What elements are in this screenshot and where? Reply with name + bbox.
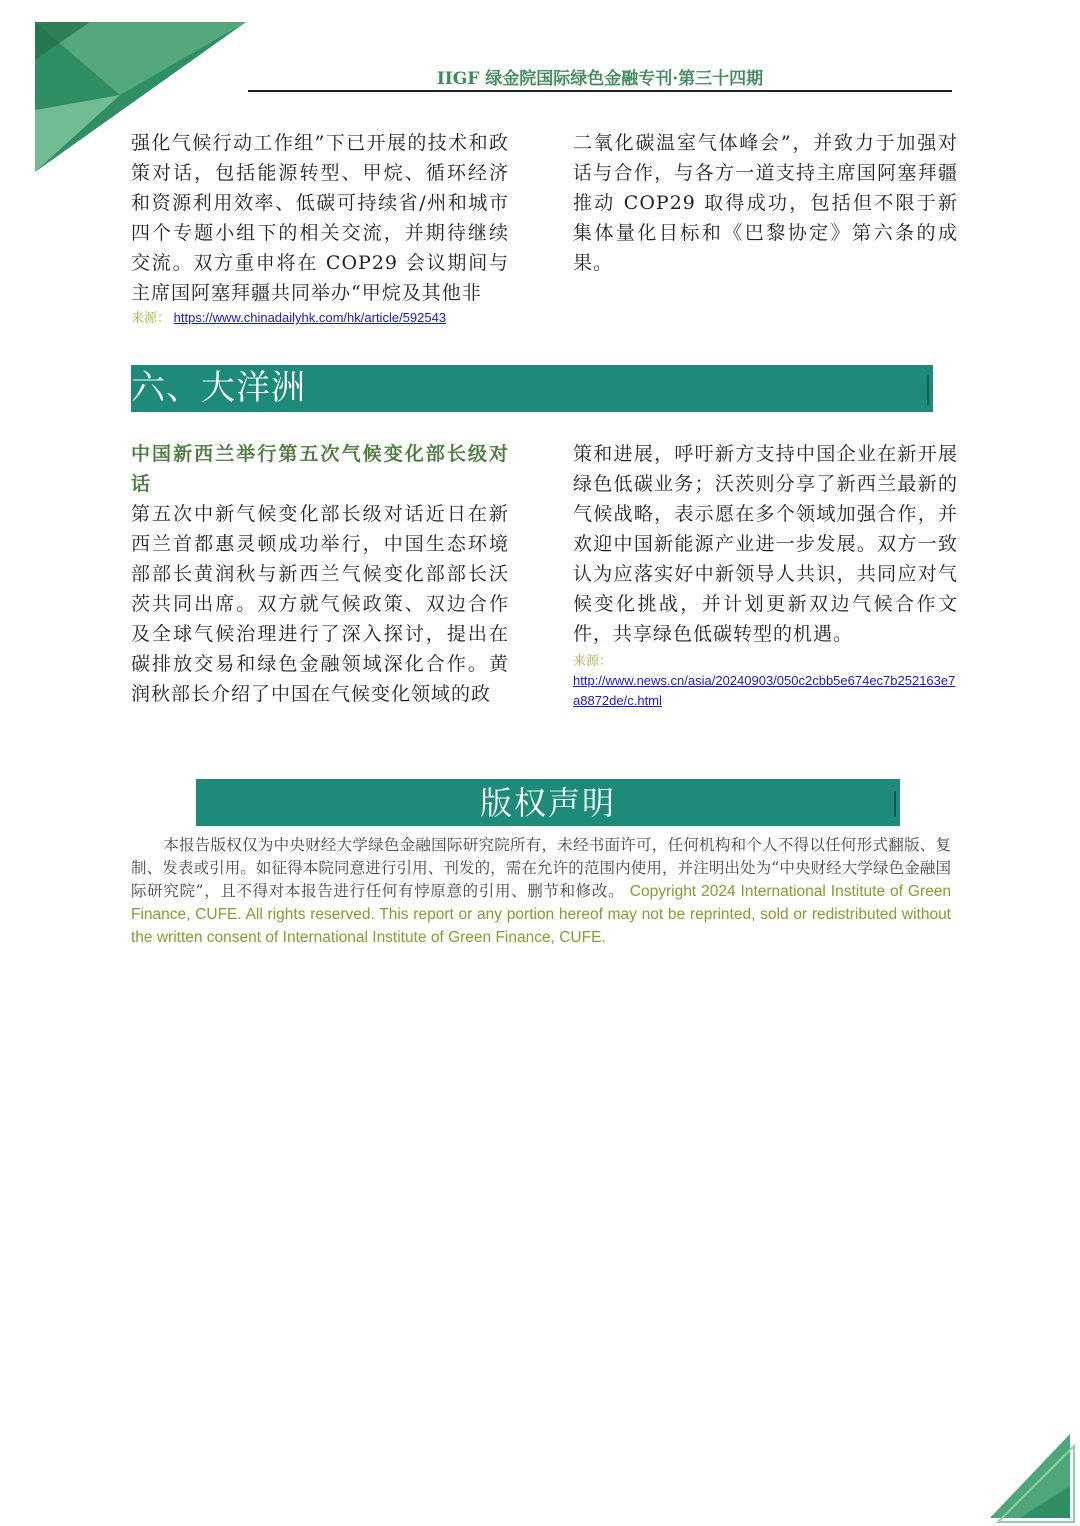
top-left-column [131, 128, 509, 328]
section-heading-band [131, 365, 933, 412]
source-link[interactable]: https://www.chinadailyhk.com/hk/article/592543 [173, 310, 447, 325]
ocean-source [573, 651, 958, 711]
band-marker [894, 791, 896, 817]
source-label: 来源： [131, 310, 171, 325]
top-left-paragraph: 强化气候行动工作组”下已开展的技术和政策对话，包括能源转型、甲烷、循环经济和资源利用效率、低碳可持续省/州和城市四个专题小组下的相关交流，并期待继续交流。双方重申将在 COP29 会议期间与主席国阿塞拜疆共同举办“甲烷及其他非 [131, 132, 509, 304]
header-title: IIGF 绿金院国际绿色金融专刊·第三十四期 [436, 69, 764, 89]
copyright-heading: 版权声明 [479, 784, 616, 822]
copyright-heading-band [196, 779, 900, 826]
article-title: 中国新西兰举行第五次气候变化部长级对话 [131, 443, 509, 495]
ocean-right-column [573, 439, 958, 711]
copyright-statement [131, 834, 951, 949]
source-link[interactable]: http://www.news.cn/asia/20240903/050c2cbb5e674ec7b252163e7a8872de/c.html [573, 673, 956, 708]
ocean-left-paragraph: 第五次中新气候变化部长级对话近日在新西兰首都惠灵顿成功举行，中国生态环境部部长黄润秋与新西兰气候变化部部长沃茨共同出席。双方就气候政策、双边合作及全球气候治理进行了深入探讨，提出在碳排放交易和绿色金融领域深化合作。黄润秋部长介绍了中国在气候变化领域的政 [131, 503, 509, 705]
ocean-left-column [131, 439, 509, 709]
ocean-right-paragraph: 策和进展，呼吁新方支持中国企业在新开展绿色低碳业务；沃茨则分享了新西兰最新的气候战略，表示愿在多个领域加强合作，并欢迎中国新能源产业进一步发展。双方一致认为应落实好中新领导人共识，共同应对气候变化挑战，并计划更新双边气候合作文件，共享绿色低碳转型的机遇。 [573, 443, 958, 645]
corner-decoration-bottom-right [980, 1426, 1080, 1526]
header-divider [248, 90, 952, 92]
section-heading: 六、大洋洲 [131, 368, 306, 408]
top-right-column [573, 128, 958, 278]
top-source [131, 308, 509, 328]
source-label: 来源： [573, 653, 613, 668]
copyright-text-en: Copyright 2024 International Institute of Green Finance, CUFE. All rights reserved. This report or any portion hereof may not be reprinted, sold or redistributed without the written consent of International Institute of Green Finance, CUFE. [131, 883, 951, 946]
copyright-text-zh: 本报告版权仅为中央财经大学绿色金融国际研究院所有，未经书面许可，任何机构和个人不得以任何形式翻版、复制、发表或引用。如征得本院同意进行引用、刊发的，需在允许的范围内使用，并注明出处为“中央财经大学绿色金融国际研究院”，且不得对本报告进行任何有悖原意的引用、删节和修改。 [131, 836, 951, 900]
top-right-paragraph: 二氧化碳温室气体峰会”，并致力于加强对话与合作，与各方一道支持主席国阿塞拜疆推动 COP29 取得成功，包括但不限于新集体量化目标和《巴黎协定》第六条的成果。 [573, 132, 958, 274]
band-marker [927, 375, 929, 405]
